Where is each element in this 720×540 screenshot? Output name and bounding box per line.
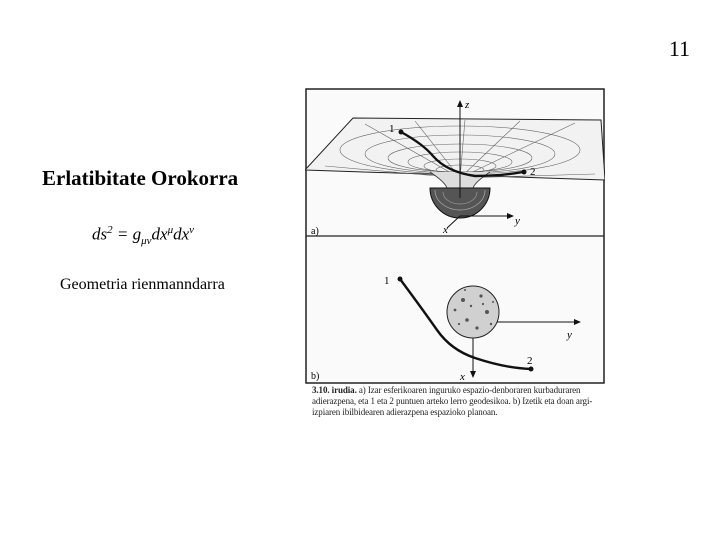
point-2-label: 2	[530, 166, 536, 178]
caption-text: a) Izar esferikoaren inguruko espazio-denboraren kurbaduraren adierazpena, eta 1 eta 2 puntuen arteko lerro geodesikoa. b) Izetik eta doan argi-izpiaren ibilbidearen adierazpena espazioko planoan.	[312, 385, 593, 417]
figure-caption	[312, 385, 612, 418]
b-point-1-label: 1	[384, 275, 390, 287]
b-point-1-marker	[398, 277, 403, 282]
star-disc	[447, 286, 499, 338]
formula-equals: =	[112, 224, 133, 244]
formula-g-indices: μν	[141, 235, 152, 248]
b-x-axis-label: x	[460, 371, 465, 383]
formula-dx-nu: dx	[173, 224, 190, 244]
point-1-label: 1	[389, 123, 395, 135]
z-axis-label: z	[465, 99, 470, 111]
point-2-marker	[522, 170, 527, 175]
caption-number: 3.10.	[312, 385, 330, 395]
x-axis-label: x	[443, 224, 448, 236]
formula-dx-mu: dx	[151, 224, 168, 244]
slide-subtitle: Geometria rienmanndarra	[60, 276, 225, 293]
b-point-2-label: 2	[527, 355, 533, 367]
formula-mu: μ	[167, 224, 174, 236]
spacetime-curvature-figure	[305, 88, 605, 384]
slide-title: Erlatibitate Orokorra	[42, 166, 239, 190]
formula-g: g	[132, 224, 142, 244]
formula-ds-exponent: 2	[107, 224, 113, 236]
point-1-marker	[399, 130, 404, 135]
panel-b-label: b)	[311, 371, 320, 382]
y-axis-label: y	[515, 215, 520, 227]
formula-nu: ν	[189, 224, 195, 236]
b-y-axis-label: y	[567, 329, 572, 341]
caption-word: irudia.	[331, 385, 357, 395]
b-point-2-marker	[529, 367, 534, 372]
formula-ds: ds	[92, 224, 108, 244]
panel-a-label: a)	[311, 226, 319, 237]
page-number: 11	[668, 36, 690, 61]
metric-formula	[92, 224, 194, 247]
